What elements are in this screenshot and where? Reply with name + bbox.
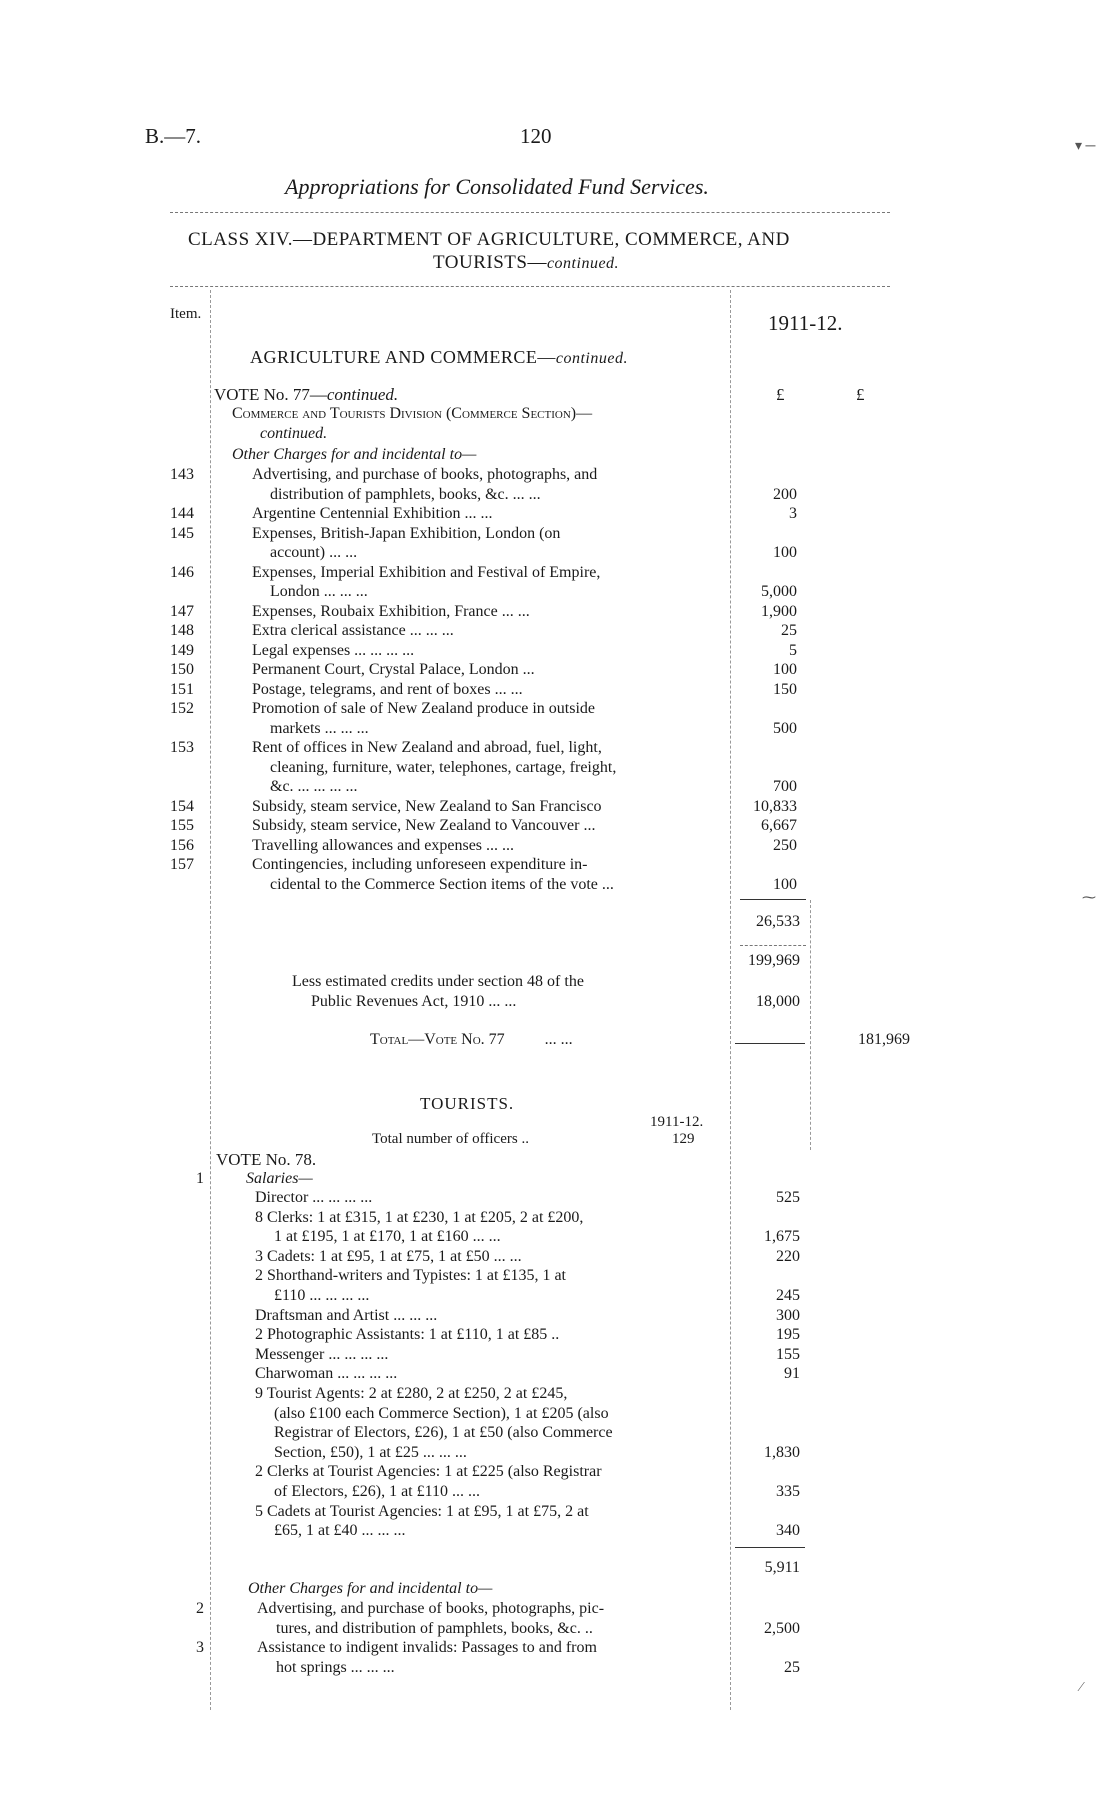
row-description: Expenses, Imperial Exhibition and Festival of Empire, — [252, 563, 601, 581]
page-reference: B.—7. — [145, 124, 202, 148]
total-column-divider — [810, 900, 811, 1150]
salaries-item-number: 1 — [196, 1170, 204, 1187]
row-amount: 335 — [776, 1483, 800, 1500]
row-description: Promotion of sale of New Zealand produce in outside — [252, 700, 596, 717]
pound-sign-total: £ — [856, 385, 865, 404]
page-title: Appropriations for Consolidated Fund Services. — [285, 174, 709, 199]
row-description: Argentine Centennial Exhibition ... ... — [252, 505, 493, 522]
row-description: £65, 1 at £40 ... ... ... — [274, 1522, 406, 1540]
row-amount: 1,900 — [761, 602, 797, 620]
row-description: 5 Cadets at Tourist Agencies: 1 at £95, 1 at £75, 2 at — [255, 1502, 589, 1520]
row-description: (also £100 each Commerce Section), 1 at £205 (also — [274, 1404, 609, 1422]
row-amount: 340 — [776, 1522, 800, 1540]
officers-count: 129 — [672, 1131, 695, 1147]
row-amount: 10,833 — [753, 797, 797, 815]
row-description: Charwoman ... ... ... ... — [255, 1365, 398, 1383]
row-amount: 100 — [773, 544, 797, 561]
row-amount: 300 — [776, 1306, 800, 1324]
row-description: Director ... ... ... ... — [255, 1189, 373, 1206]
row-description: Contingencies, including unforeseen expenditure in- — [252, 856, 588, 873]
row-description: 2 Shorthand-writers and Typistes: 1 at £135, 1 at — [255, 1267, 566, 1285]
row-description: 2 Clerks at Tourist Agencies: 1 at £225 (also Registrar — [255, 1463, 602, 1481]
item-number: 145 — [170, 524, 194, 542]
row-description: Permanent Court, Crystal Palace, London ... — [252, 661, 535, 678]
row-amount: 1,830 — [764, 1443, 800, 1461]
row-description: cidental to the Commerce Section items of the vote ... — [270, 875, 614, 893]
row-description: cleaning, furniture, water, telephones, cartage, freight, — [270, 758, 617, 776]
item-number: 151 — [170, 680, 194, 698]
scan-mark: ▾ ─ — [1075, 139, 1096, 154]
item-number: 146 — [170, 563, 194, 581]
division-heading: Commerce and Tourists Division (Commerce Section)— — [232, 405, 593, 422]
division-heading-cont: continued. — [260, 425, 328, 442]
page-number: 120 — [520, 124, 552, 148]
row-description: Postage, telegrams, and rent of boxes ... ... — [252, 680, 523, 698]
row-amount: 500 — [773, 719, 797, 737]
vote77-total: 181,969 — [858, 1031, 910, 1048]
row-amount: 6,667 — [761, 817, 797, 834]
row-description: Subsidy, steam service, New Zealand to Vancouver ... — [252, 817, 596, 834]
row-description: account) ... ... — [270, 544, 358, 561]
row-description: tures, and distribution of pamphlets, books, &c. .. — [276, 1619, 593, 1637]
row-amount: 100 — [773, 875, 797, 893]
vote77-total-label: Total—Vote No. 77 ... ... — [370, 1031, 573, 1048]
item-number: 148 — [170, 622, 194, 639]
row-description: Expenses, Roubaix Exhibition, France ... ... — [252, 602, 530, 620]
item-number: 147 — [170, 602, 194, 620]
row-amount: 700 — [773, 778, 797, 795]
pound-sign-amount: £ — [776, 385, 785, 404]
row-description: 8 Clerks: 1 at £315, 1 at £230, 1 at £205, 2 at £200, — [255, 1208, 584, 1226]
row-amount: 100 — [773, 661, 797, 678]
item-number: 144 — [170, 505, 194, 522]
item-column-label: Item. — [170, 306, 202, 322]
row-description: 9 Tourist Agents: 2 at £280, 2 at £250, 2 at £245, — [255, 1385, 568, 1402]
row-description: Messenger ... ... ... ... — [255, 1345, 389, 1363]
row-amount: 5,000 — [761, 583, 797, 600]
item-number: 155 — [170, 817, 194, 834]
row-description: Registrar of Electors, £26), 1 at £50 (also Commerce — [274, 1424, 613, 1442]
item-number: 150 — [170, 661, 194, 678]
vote77-subtotal: 26,533 — [756, 913, 800, 930]
salaries-total: 5,911 — [764, 1559, 800, 1576]
less-credits-amount: 18,000 — [756, 993, 800, 1010]
row-description: Travelling allowances and expenses ... ... — [252, 836, 515, 854]
class-rule — [170, 286, 890, 287]
row-amount: 250 — [773, 836, 797, 854]
row-description: Draftsman and Artist ... ... ... — [255, 1306, 438, 1324]
row-description: 3 Cadets: 1 at £95, 1 at £75, 1 at £50 ... ... — [255, 1247, 522, 1265]
row-amount: 3 — [789, 505, 797, 522]
scan-mark: ⁓ — [1082, 891, 1096, 906]
row-amount: 155 — [776, 1345, 800, 1363]
less-credits-line2: Public Revenues Act, 1910 ... ... — [311, 993, 517, 1010]
row-description: hot springs ... ... ... — [276, 1658, 395, 1676]
row-description: 2 Photographic Assistants: 1 at £110, 1 at £85 .. — [255, 1326, 560, 1344]
vote78-heading: VOTE No. 78. — [216, 1150, 317, 1169]
row-amount: 1,675 — [764, 1228, 800, 1246]
row-description: Subsidy, steam service, New Zealand to San Francisco — [252, 797, 602, 815]
row-description: £110 ... ... ... ... — [274, 1287, 370, 1304]
row-amount: 5 — [789, 641, 797, 659]
officers-label: Total number of officers .. — [372, 1131, 529, 1147]
row-amount: 245 — [776, 1287, 800, 1304]
row-description: of Electors, £26), 1 at £110 ... ... — [274, 1483, 481, 1500]
total-rule — [735, 1043, 805, 1044]
class-heading-line2: TOURISTS—continued. — [433, 252, 620, 273]
section-agriculture-heading: AGRICULTURE AND COMMERCE—continued. — [250, 347, 628, 367]
row-amount: 25 — [781, 622, 797, 639]
row-description: Extra clerical assistance ... ... ... — [252, 622, 454, 639]
row-amount: 25 — [784, 1658, 800, 1676]
item-number: 3 — [196, 1639, 204, 1656]
class-heading-line1: CLASS XIV.—DEPARTMENT OF AGRICULTURE, COMMERCE, AND — [188, 229, 790, 250]
vote77-gross: 199,969 — [748, 952, 800, 969]
item-number: 156 — [170, 836, 194, 854]
gross-rule — [740, 945, 806, 946]
tourists-heading: TOURISTS. — [420, 1094, 515, 1113]
row-description: 1 at £195, 1 at £170, 1 at £160 ... ... — [274, 1228, 501, 1246]
year-column-label: 1911-12. — [768, 311, 843, 335]
item-number: 143 — [170, 466, 194, 483]
row-amount: 195 — [776, 1326, 800, 1344]
title-rule — [170, 212, 890, 213]
charges-heading: Other Charges for and incidental to— — [232, 446, 477, 463]
item-number: 157 — [170, 856, 194, 873]
row-description: distribution of pamphlets, books, &c. ... ... — [270, 485, 541, 503]
row-description: Advertising, and purchase of books, photographs, and — [252, 466, 598, 483]
item-number: 152 — [170, 700, 194, 717]
row-description: &c. ... ... ... ... — [270, 778, 358, 795]
less-credits-line1: Less estimated credits under section 48 of the — [292, 973, 584, 990]
row-description: Assistance to indigent invalids: Passages to and from — [257, 1639, 597, 1656]
scan-mark: ⁄ — [1080, 1680, 1083, 1695]
item-number: 2 — [196, 1600, 204, 1617]
salaries-total-rule — [735, 1547, 805, 1548]
row-description: Expenses, British-Japan Exhibition, London (on — [252, 524, 561, 542]
row-amount: 200 — [773, 485, 797, 503]
row-description: Legal expenses ... ... ... ... — [252, 641, 415, 659]
row-description: Advertising, and purchase of books, photographs, pic- — [257, 1600, 605, 1617]
row-description: Rent of offices in New Zealand and abroad, fuel, light, — [252, 739, 602, 756]
item-number: 149 — [170, 641, 194, 659]
row-description: markets ... ... ... — [270, 719, 369, 737]
tourists-charges-heading: Other Charges for and incidental to— — [248, 1580, 493, 1597]
row-description: Section, £50), 1 at £25 ... ... ... — [274, 1443, 467, 1461]
row-amount: 220 — [776, 1247, 800, 1265]
salaries-heading: Salaries— — [246, 1170, 313, 1187]
item-number: 153 — [170, 739, 194, 756]
row-amount: 2,500 — [764, 1619, 800, 1637]
vote77-heading: VOTE No. 77—continued. — [214, 385, 399, 404]
row-description: London ... ... ... — [270, 583, 368, 600]
row-amount: 150 — [773, 680, 797, 698]
tourists-year: 1911-12. — [650, 1114, 704, 1130]
row-amount: 525 — [776, 1189, 800, 1206]
subtotal-rule — [740, 899, 806, 900]
row-amount: 91 — [784, 1365, 800, 1383]
item-column-divider — [210, 290, 211, 1710]
item-number: 154 — [170, 797, 194, 815]
